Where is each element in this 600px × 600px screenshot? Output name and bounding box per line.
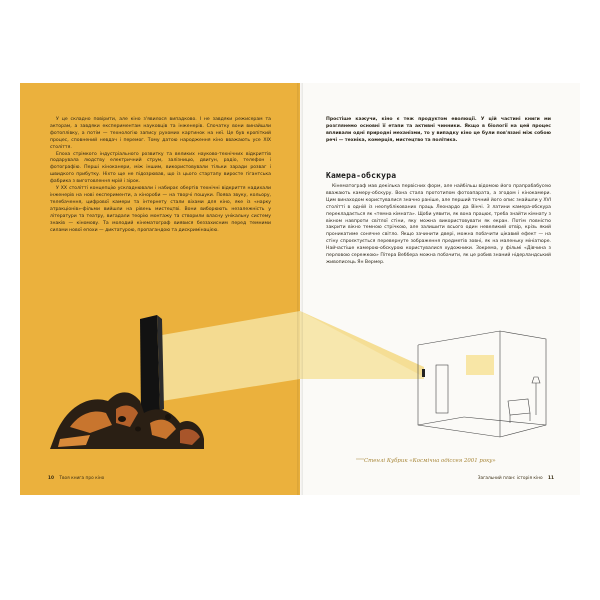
intro-paragraph: Простіше кажучи, кіно є теж продуктом еволюції. У цій частині книги ми розглянемо основні її етапи та активні чинники. Якщо в біології на цей процес впливали одні природні механізми, то у випадку кіно це були пов'язані між собою речі — техніка, комерція, мистецтво та політика. [326,117,551,143]
right-paragraph: Кінематограф мав декілька первісних форм, але найбільш відомою його прапрабабусею вважають камеру-обскуру. Вона стала прототипом фотоапарата, а згодом і кінокамери. Цим винаходом користувалися значно раніше, але перший точний його опис знайшли у XVI столітті в одній із неопублікованих праць Леонардо да Вінчі. З латини камера-обскура перекладається як «темна кімната». Щоби уявити, як вона працює, треба знайти кімнату з вікном навпроти світлої стіни, яку можна використовувати як екран. Потім повністю закрити вікно темною стрічкою, але залишити всього один невеликий отвір, крізь який проникатиме сонячне світло. Якщо зачинити двері, можна побачити цікавий ефект — на стіну спроєктується перевернуте зображення предметів зовні, як на маленьку мініатюре. Найчастіше камерою-обскурою користувалися художники. Зокрема, у фільмі «Дівчина з перловою сережкою» Пітера Веббера можна побачити, як це робив знаний нідерландський живописець Ян Вермер. [326,184,551,265]
light-beam-left [162,311,300,401]
left-paragraph: У це складно повірити, але кіно з'явилося випадково. І не завдяки режисерам та акторам, а завдяки експериментам науковців та інженерів. Спочатку вони винайшли фотоплівку, а потім — технологію запису рухомих картинок на неї. Це був кропіткий процес, сповнений невдач і перемог. Тому датою народження кіно вважають усе XIX століття. [50,117,271,150]
page-number: 10 [48,476,54,481]
book-spread [20,83,580,495]
light-beam-right [300,311,424,379]
left-paragraph: Епоха стрімкого індустріального розвитку та великих науково-технічних відкриттів подарувала людству електричний струм, залізницю, двигун, радіо, телефон і фотографію. Перші кіноканери, між іншим, використовували тільки заради розваг і швидкого прибутку. Ніхто ще не підозрював, що із цього стартапу виросте гігантська фабрика з виготовлення мрій і зірок. [50,151,271,185]
dark-room [418,331,546,437]
camera-obscura-illustration [300,83,580,495]
book-gutter [297,83,303,495]
illustration-caption: Стенлі Кубрик «Космічна одіссея 2001 року» [364,458,496,464]
left-paragraph: У XX столітті концепцію ускладнювали і набирає обертів технічні відкриття надихали інженерів на нові експерименти, а кінороби — на творчі пошуки. Поява звуку, кольору, телебачення, цифрової камери та інтернету стали віхами для кіно, яке із «нарку атракціонів»-фільми вийшли на рівень мистецтві. Вони виборюють незалежність у літератури та театру, вигадали теорію монтажу та створили власну унікальну систему знаків — кіномову. Та молодий кінематограф виявися беззахисним перед темними силами нової епохи — диктатурою, пропагандою та дискримінацією. [50,186,271,233]
section-title: Камера-обскура [326,171,397,180]
footer-title: Твоя книга про кіно [59,476,105,481]
page-number: 11 [548,476,554,481]
monolith [140,315,160,415]
monolith-illustration [20,83,300,495]
footer-title: Загальний план: історія кіно [477,476,543,481]
projected-image [466,355,494,375]
right-footer [478,476,554,481]
left-footer [48,476,104,481]
pinhole [422,369,425,377]
right-page [300,83,580,495]
left-page [20,83,300,495]
